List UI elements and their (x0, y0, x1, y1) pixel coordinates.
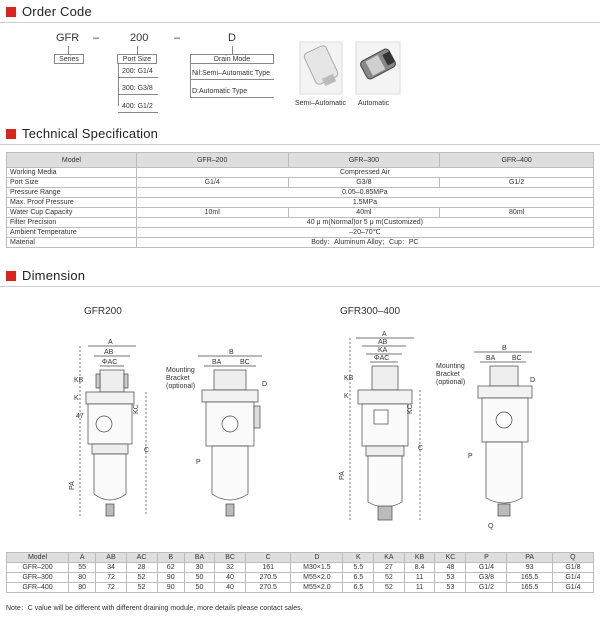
cell: 52 (126, 583, 157, 593)
header-cell: Q (552, 553, 593, 563)
drain-option: D:Automatic Type (192, 88, 248, 95)
bracket-line (118, 94, 158, 95)
cell: 62 (157, 563, 184, 573)
dim-label: KB (344, 375, 354, 382)
cell: G3/8 (466, 573, 507, 583)
code-drain: D (228, 32, 236, 44)
bracket-line (190, 64, 191, 98)
drain-option: Nil:Semi–Automatic Type (192, 70, 271, 77)
cell: 40 (215, 573, 246, 583)
header-cell: B (157, 553, 184, 563)
connector-line (68, 46, 69, 54)
dim-label: Q (488, 523, 494, 530)
cell: 53 (435, 583, 466, 593)
header-cell: BC (215, 553, 246, 563)
port-option: 300: G3/8 (122, 85, 153, 92)
cell: 270.5 (246, 573, 291, 583)
row-label: Port Size (7, 178, 137, 188)
cell: 80 (69, 583, 96, 593)
bracket-line (190, 79, 274, 80)
box-series: Series (54, 54, 84, 64)
section-title: Order Code (22, 4, 92, 19)
dim-label: K (74, 395, 79, 402)
cell: 52 (126, 573, 157, 583)
dim-label: BA (486, 355, 496, 362)
divider (0, 286, 600, 287)
table-row (7, 583, 594, 593)
semi-automatic-drain-image (300, 42, 342, 94)
cell: Body：Aluminum Alloy；Cup：PC (136, 238, 593, 248)
table-header-row (7, 153, 594, 168)
cell: 6.5 (343, 573, 374, 583)
code-dash: – (93, 32, 100, 44)
cell: 90 (157, 573, 184, 583)
dim-label: BA (212, 359, 222, 366)
header-cell: KC (435, 553, 466, 563)
cell: 93 (507, 563, 552, 573)
header-cell: KA (374, 553, 404, 563)
dim-label: PA (339, 471, 346, 480)
cell: 165.5 (507, 583, 552, 593)
table-row (7, 573, 594, 583)
connector-line (137, 46, 138, 54)
automatic-drain-image (356, 42, 400, 94)
cell: G1/8 (552, 563, 593, 573)
cell: 11 (404, 583, 435, 593)
dim-label: ΦAC (374, 355, 390, 362)
cell: 32 (215, 563, 246, 573)
cell: 5.5 (343, 563, 374, 573)
red-square-icon (6, 129, 16, 139)
row-label: Filter Precision (7, 218, 137, 228)
cell: 40 (215, 583, 246, 593)
cell: M55×2.0 (291, 583, 343, 593)
dim-label: Mounting (166, 367, 195, 374)
cell: G3/8 (288, 178, 440, 188)
box-port-size: Port Size (117, 54, 157, 64)
cell: 161 (246, 563, 291, 573)
cell: 270.5 (246, 583, 291, 593)
section-title: Dimension (22, 268, 86, 283)
dim-label: D (262, 381, 268, 388)
table-row (7, 168, 594, 178)
dim-label: C (144, 447, 150, 454)
cell: GFR–400 (7, 583, 69, 593)
cell: 6.5 (343, 583, 374, 593)
header-cell: Model (7, 553, 69, 563)
dim-label: AB (378, 339, 388, 346)
table-row (7, 178, 594, 188)
dim-label: KC (407, 404, 414, 414)
cell: 50 (184, 583, 214, 593)
header-cell: GFR–300 (288, 153, 440, 168)
cell: 40ml (288, 208, 440, 218)
row-label: Water Cup Capacity (7, 208, 137, 218)
table-row (7, 188, 594, 198)
cell: 10ml (136, 208, 288, 218)
gfr200-side-drawing (198, 356, 262, 516)
drawing-title: GFR200 (84, 306, 122, 317)
header-cell: Model (7, 153, 137, 168)
red-square-icon (6, 7, 16, 17)
table-header-row (7, 553, 594, 563)
cell: 40 μ m(Normal)or 5 μ m(Customized) (136, 218, 593, 228)
code-dash: – (174, 32, 181, 44)
dim-label: A (382, 331, 387, 338)
cell: 50 (184, 573, 214, 583)
drain-images (296, 38, 406, 100)
header-cell: P (466, 553, 507, 563)
dim-label: Bracket (166, 375, 190, 382)
dim-label: (optional) (436, 379, 466, 386)
section-dimension (6, 268, 85, 283)
dim-label: KA (378, 347, 388, 354)
gfr300-front-drawing (350, 338, 420, 520)
table-row (7, 208, 594, 218)
cell: Compressed Air (136, 168, 593, 178)
cell: M30×1.5 (291, 563, 343, 573)
dim-label: KB (74, 377, 84, 384)
bracket-line (190, 97, 274, 98)
dimension-table (6, 552, 594, 593)
dim-label: ΦAC (102, 359, 118, 366)
image-caption: Automatic (358, 100, 390, 107)
cell: 72 (96, 573, 126, 583)
table-row (7, 218, 594, 228)
header-cell: K (343, 553, 374, 563)
dim-label: PA (69, 481, 76, 490)
section-technical-spec (6, 126, 158, 141)
header-cell: GFR–200 (136, 153, 288, 168)
divider (0, 144, 600, 145)
connector-line (232, 46, 233, 54)
header-cell: GFR–400 (440, 153, 594, 168)
dim-label: AB (104, 349, 114, 356)
code-series: GFR (56, 32, 80, 44)
cell: –20–70℃ (136, 228, 593, 238)
gfr200-front-drawing (80, 346, 146, 516)
header-cell: BA (184, 553, 214, 563)
port-option: 200: G1/4 (122, 68, 153, 75)
dim-label: P (468, 453, 473, 460)
cell: G1/2 (440, 178, 594, 188)
row-label: Ambient Temperature (7, 228, 137, 238)
bracket-line (118, 64, 119, 106)
dim-label: A (108, 339, 113, 346)
cell: G1/2 (466, 583, 507, 593)
header-cell: AC (126, 553, 157, 563)
image-caption: Semi–Automatic (295, 100, 346, 107)
cell: 90 (157, 583, 184, 593)
dim-label: Bracket (436, 371, 460, 378)
cell: G1/4 (136, 178, 288, 188)
table-row (7, 198, 594, 208)
cell: 52 (374, 583, 404, 593)
drawing-title: GFR300–400 (340, 306, 401, 317)
dim-label: Mounting (436, 363, 465, 370)
table-row (7, 228, 594, 238)
section-title: Technical Specification (22, 126, 159, 141)
dim-label: BC (240, 359, 250, 366)
dim-label: D (530, 377, 536, 384)
divider (0, 22, 600, 23)
table-row (7, 563, 594, 573)
port-option: 400: G1/2 (122, 103, 153, 110)
cell: G1/4 (552, 573, 593, 583)
header-cell: KB (404, 553, 435, 563)
header-cell: D (291, 553, 343, 563)
cell: 52 (374, 573, 404, 583)
cell: 53 (435, 573, 466, 583)
cell: 0.05–0.85MPa (136, 188, 593, 198)
bracket-line (118, 77, 158, 78)
dim-label: B (229, 349, 234, 356)
cell: 1.5MPa (136, 198, 593, 208)
cell: 34 (96, 563, 126, 573)
header-cell: AB (96, 553, 126, 563)
tech-spec-table (6, 152, 594, 248)
footnote: Note：C value will be different with different draining module, more details please contact sales. (6, 605, 303, 612)
header-cell: PA (507, 553, 552, 563)
row-label: Max. Proof Pressure (7, 198, 137, 208)
cell: GFR–300 (7, 573, 69, 583)
row-label: Working Media (7, 168, 137, 178)
code-port: 200 (130, 32, 149, 44)
cell: GFR–200 (7, 563, 69, 573)
box-drain-mode: Drain Mode (190, 54, 274, 64)
cell: M55×2.0 (291, 573, 343, 583)
dim-label: KC (133, 404, 140, 414)
row-label: Pressure Range (7, 188, 137, 198)
red-square-icon (6, 271, 16, 281)
cell: 27 (374, 563, 404, 573)
dim-label: B (502, 345, 507, 352)
cell: 8.4 (404, 563, 435, 573)
bracket-line (118, 112, 158, 113)
dim-label: BC (512, 355, 522, 362)
dimension-drawings (0, 290, 600, 548)
cell: 55 (69, 563, 96, 573)
cell: G1/4 (466, 563, 507, 573)
cell: 80ml (440, 208, 594, 218)
dim-label: C (418, 445, 424, 452)
dim-label: 47 (76, 413, 84, 420)
row-label: Material (7, 238, 137, 248)
section-order-code (6, 4, 92, 19)
cell: G1/4 (552, 583, 593, 593)
table-row (7, 238, 594, 248)
cell: 11 (404, 573, 435, 583)
dim-label: P (196, 459, 201, 466)
dim-label: K (344, 393, 349, 400)
cell: 72 (96, 583, 126, 593)
dim-label: (optional) (166, 383, 196, 390)
cell: 80 (69, 573, 96, 583)
header-cell: A (69, 553, 96, 563)
header-cell: C (246, 553, 291, 563)
cell: 165.5 (507, 573, 552, 583)
gfr300-side-drawing (474, 352, 532, 516)
cell: 30 (184, 563, 214, 573)
cell: 28 (126, 563, 157, 573)
cell: 48 (435, 563, 466, 573)
